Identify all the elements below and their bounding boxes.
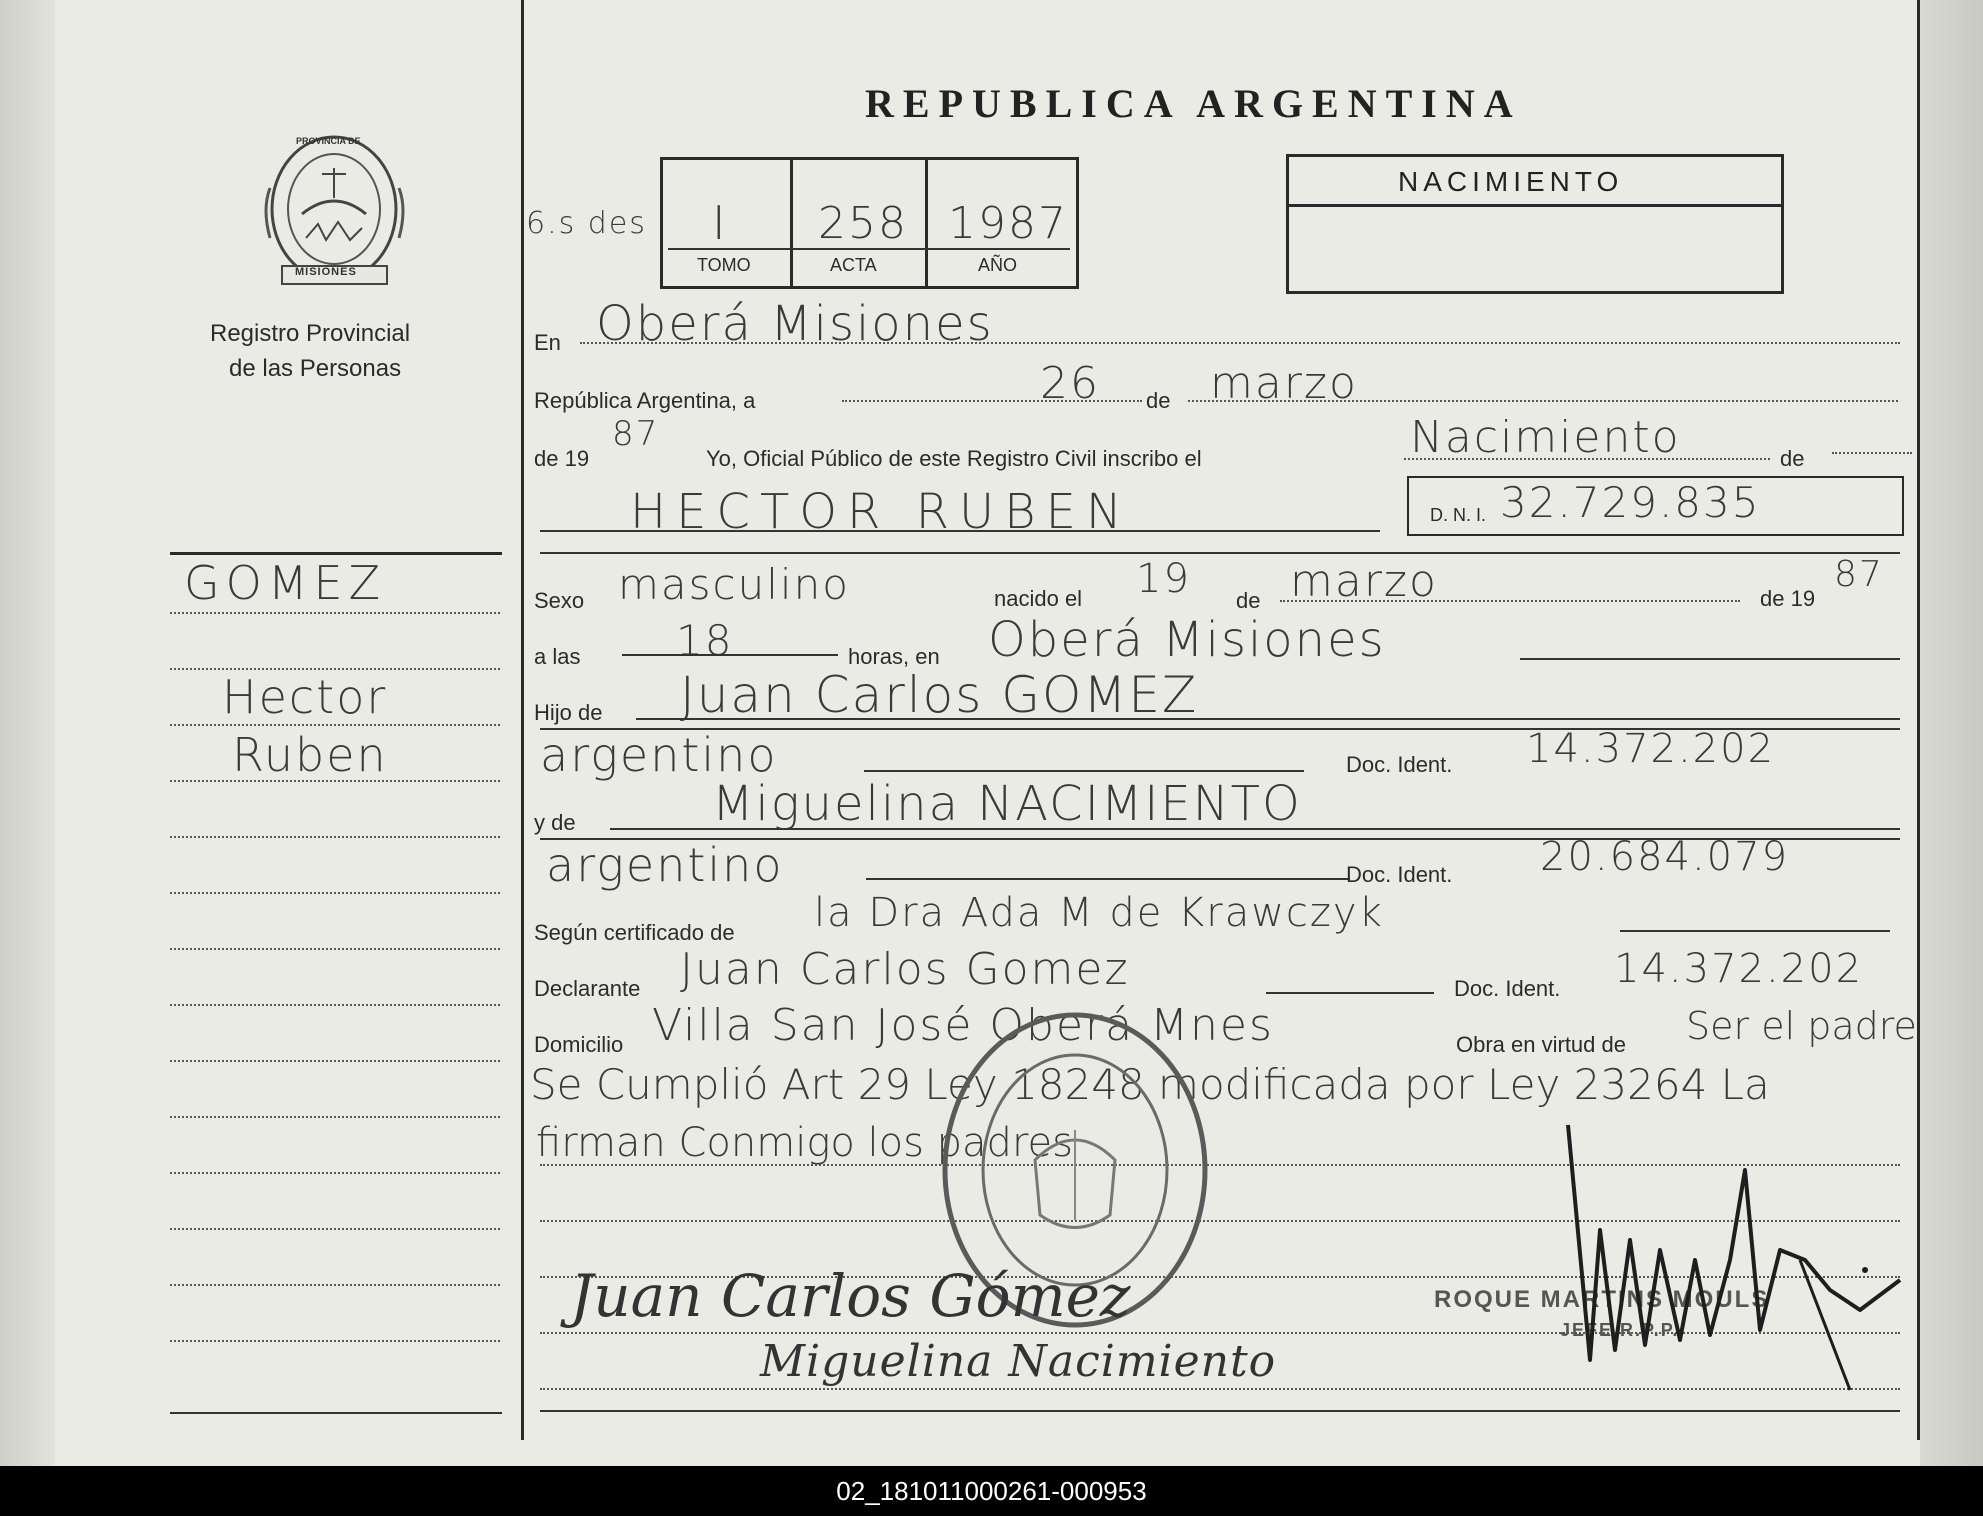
obra-value: Ser el padre [1686,1004,1917,1048]
page-right-edge [1920,0,1983,1466]
margin-surname: GOMEZ [184,556,387,610]
registered-name: HECTOR RUBEN [630,484,1132,540]
margin-dotted-line [170,1116,500,1118]
tomo-label: TOMO [697,255,751,275]
official-name: ROQUE MARTINS MOULS [1434,1286,1770,1313]
margin-dotted-line [170,612,500,614]
mother-signature: Miguelina Nacimiento [760,1336,1277,1387]
dni-value: 32.729.835 [1500,478,1761,527]
republica-label: República Argentina, a [534,388,756,413]
birth-month: marzo [1290,556,1438,607]
father-nationality: argentino [540,728,778,782]
anio-value: 1987 [948,198,1068,249]
alas-label: a las [534,644,581,669]
nacido-label: nacido el [994,586,1083,611]
legal-note-line1: Se Cumplió Art 29 Ley 18248 modificada por Ley 23264 La [530,1060,1770,1109]
de-line [1832,452,1912,454]
acta-label: ACTA [830,255,877,275]
hour-line [622,654,838,656]
year-prefix-label: de 19 [534,446,590,471]
father-line [636,718,1900,720]
image-caption: 02_181011000261-000953 [0,1466,1983,1516]
birth-hour: 18 [676,616,734,665]
birth-month-line [1280,600,1740,602]
inscribe-line [1404,458,1770,460]
country-title: REPUBLICA ARGENTINA [865,81,1522,126]
domicilio-value: Villa San José Oberá Mnes [652,1000,1274,1051]
birth-place-line [1520,658,1900,660]
father-doc-label: Doc. Ident. [1346,752,1453,777]
yo-text: Yo, Oficial Público de este Registro Civil inscribo el [706,446,1202,471]
sexo-value: masculino [618,560,850,609]
margin-dotted-line [170,1228,500,1230]
en-value: Oberá Misiones [596,296,994,352]
domicilio-label: Domicilio [534,1032,624,1057]
en-label: En [534,330,561,355]
margin-dotted-line [170,1284,500,1286]
margin-dotted-line [170,780,500,782]
certificate-issuer: la Dra Ada M de Krawczyk [814,890,1384,936]
margin-dotted-line [170,948,500,950]
father-name: Juan Carlos GOMEZ [680,666,1199,724]
official-title: JEFE R.P.P. [1560,1320,1680,1340]
margin-dotted-line [170,724,500,726]
official-signature [1560,1110,1920,1400]
margin-given-name-1: Hector [222,670,388,724]
de-label-2: de [1780,446,1805,471]
left-column-divider [521,0,524,1440]
margin-top-rule [170,552,502,555]
mother-name: Miguelina NACIMIENTO [712,776,1302,832]
registration-year-suffix: 87 [612,414,660,454]
hijo-label: Hijo de [534,700,603,725]
margin-dotted-line [170,1004,500,1006]
declarante-label: Declarante [534,976,641,1001]
record-type-title: NACIMIENTO [1398,166,1624,197]
declarante-doc-label: Doc. Ident. [1454,976,1561,1001]
registry-name-line1: Registro Provincial [210,320,411,347]
mother-nat-line [866,878,1350,880]
seal-text-bottom: MISIONES [295,266,357,278]
inscribe-value: Nacimiento [1410,412,1681,463]
margin-bottom-rule [170,1412,502,1414]
birth-year-prefix: de 19 [1760,586,1816,611]
registration-month: marzo [1210,358,1358,409]
acta-value: 258 [818,198,908,249]
registration-day: 26 [1040,358,1100,409]
book-gutter-shadow [0,0,60,1466]
record-type-divider [1289,204,1781,207]
declarante-line [1266,992,1434,994]
margin-dotted-line [170,892,500,894]
seal-text-top: PROVINCIA DE [296,136,361,146]
certificate-line [1620,930,1890,932]
margin-dotted-line [170,668,500,670]
mother-line [610,828,1900,830]
margin-given-name-2: Ruben [232,728,388,782]
de-label: de [1146,388,1171,413]
mother-nationality: argentino [546,838,784,892]
declarante-doc: 14.372.202 [1614,946,1864,992]
margin-dotted-line [170,1340,500,1342]
de-label-3: de [1236,588,1261,613]
horas-label: horas, en [848,644,940,669]
yde-label: y de [534,810,576,835]
segun-label: Según certificado de [534,920,735,945]
birth-day: 19 [1136,556,1191,602]
dni-label: D. N. I. [1430,505,1487,525]
father-signature: Juan Carlos Gómez [570,1262,1131,1330]
registry-name-line2: de las Personas [229,355,402,382]
name-line [540,530,1380,532]
margin-dotted-line [170,836,500,838]
birth-year-suffix: 87 [1834,554,1884,595]
margin-dotted-line [170,1060,500,1062]
body-bottom-rule [540,1410,1900,1412]
anio-label: AÑO [978,255,1018,275]
tomo-value: I [712,196,728,250]
legal-note-line2: firman Conmigo los padres [536,1120,1073,1166]
declarante-name: Juan Carlos Gomez [680,944,1130,995]
body-divider [540,552,1900,554]
father-nat-line [864,770,1304,772]
mother-doc-label: Doc. Ident. [1346,862,1453,887]
father-doc: 14.372.202 [1526,726,1776,772]
mother-doc: 20.684.079 [1540,834,1790,880]
section-note: 6.s des [526,206,647,241]
record-box-divider [790,160,793,286]
record-box-divider [925,160,928,286]
birth-place: Oberá Misiones [988,612,1386,668]
margin-dotted-line [170,1172,500,1174]
obra-label: Obra en virtud de [1456,1032,1626,1057]
sexo-label: Sexo [534,588,585,613]
